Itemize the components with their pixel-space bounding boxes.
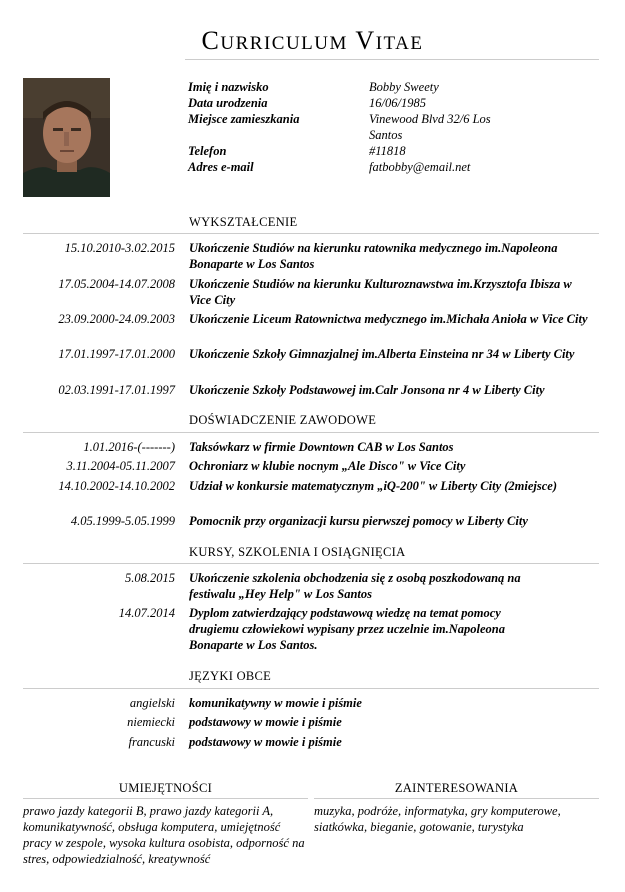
address-label: Miejsce zamieszkania	[188, 112, 300, 126]
language-level: komunikatywny w mowie i piśmie	[189, 696, 362, 710]
profile-photo	[23, 78, 110, 197]
education-date: 02.03.1991-17.01.1997	[58, 383, 175, 397]
language-name: angielski	[129, 696, 175, 710]
experience-date: 1.01.2016-(-------)	[83, 440, 175, 454]
skills-divider	[23, 798, 308, 799]
language-level: podstawowy w mowie i piśmie	[189, 715, 342, 729]
education-date: 17.05.2004-14.07.2008	[58, 277, 175, 291]
language-level: podstawowy w mowie i piśmie	[189, 735, 342, 749]
experience-entry: Ochroniarz w klubie nocnym „Ale Disco" w Vice City	[189, 459, 466, 473]
courses-divider	[23, 563, 599, 564]
experience-date: 14.10.2002-14.10.2002	[58, 479, 175, 493]
experience-entry: Pomocnik przy organizacji kursu pierwszej pomocy w Liberty City	[189, 514, 528, 528]
experience-heading: DOŚWIADCZENIE ZAWODOWE	[189, 413, 377, 427]
language-name: niemiecki	[127, 715, 175, 729]
page-title: CURRICULUM VITAE	[201, 26, 424, 55]
address-value: Vinewood Blvd 32/6 Los Santos	[369, 112, 491, 142]
courses-heading: KURSY, SZKOLENIA I OSIĄGNIĘCIA	[189, 545, 406, 559]
courses-entry: Ukończenie szkolenia obchodzenia się z osobą poszkodowaną na festiwalu „Hey Help" w Los Santos	[189, 571, 521, 601]
courses-date: 5.08.2015	[125, 571, 175, 585]
education-divider	[23, 233, 599, 234]
skills-heading: UMIEJĘTNOŚCI	[118, 781, 213, 795]
experience-entry: Taksówkarz w firmie Downtown CAB w Los Santos	[189, 440, 454, 454]
languages-divider	[23, 688, 599, 689]
language-name: francuski	[128, 735, 175, 749]
interests-heading: ZAINTERESOWANIA	[394, 781, 519, 795]
education-entry: Ukończenie Szkoły Gimnazjalnej im.Alberta Einsteina nr 34 w Liberty City	[189, 347, 575, 361]
education-heading: WYKSZTAŁCENIE	[189, 215, 298, 229]
title-divider	[185, 59, 599, 60]
experience-date: 3.11.2004-05.11.2007	[66, 459, 175, 473]
interests-text: muzyka, podróże, informatyka, gry komputerowe, siatkówka, bieganie, gotowanie, turystyka	[314, 804, 561, 834]
courses-entry: Dyplom zatwierdzający podstawową wiedzę na temat pomocy drugiemu człowiekowi wypisany przez uczelnie im.Napoleona Bonaparte w Los Santos.	[189, 606, 505, 652]
languages-heading: JĘZYKI OBCE	[189, 669, 272, 683]
courses-date: 14.07.2014	[118, 606, 175, 620]
phone-value: #11818	[369, 144, 406, 158]
experience-entry: Udział w konkursie matematycznym „iQ-200" w Liberty City (2miejsce)	[189, 479, 558, 493]
name-label: Imię i nazwisko	[188, 80, 269, 94]
skills-text: prawo jazdy kategorii B, prawo jazdy kategorii A, komunikatywność, obsługa komputera, umiejętność pracy w zespole, wysoka kultura osobista, odporność na stres, odpowiedzialność, kreatywność	[23, 804, 305, 866]
education-entry: Ukończenie Studiów na kierunku Kulturoznawstwa im.Krzysztofa Ibisza w Vice City	[189, 277, 572, 307]
birthdate-value: 16/06/1985	[369, 96, 426, 110]
education-date: 15.10.2010-3.02.2015	[64, 241, 175, 255]
email-value: fatbobby@email.net	[369, 160, 471, 174]
phone-label: Telefon	[188, 144, 227, 158]
education-entry: Ukończenie Studiów na kierunku ratownika medycznego im.Napoleona Bonaparte w Los Santos	[189, 241, 558, 271]
experience-divider	[23, 432, 599, 433]
name-value: Bobby Sweety	[369, 80, 439, 94]
education-date: 17.01.1997-17.01.2000	[58, 347, 175, 361]
email-label: Adres e-mail	[188, 160, 254, 174]
education-date: 23.09.2000-24.09.2003	[58, 312, 175, 326]
education-entry: Ukończenie Szkoły Podstawowej im.Calr Jonsona nr 4 w Liberty City	[189, 383, 545, 397]
birthdate-label: Data urodzenia	[188, 96, 268, 110]
interests-divider	[314, 798, 599, 799]
experience-date: 4.05.1999-5.05.1999	[70, 514, 175, 528]
education-entry: Ukończenie Liceum Ratownictwa medycznego im.Michała Anioła w Vice City	[189, 312, 588, 326]
